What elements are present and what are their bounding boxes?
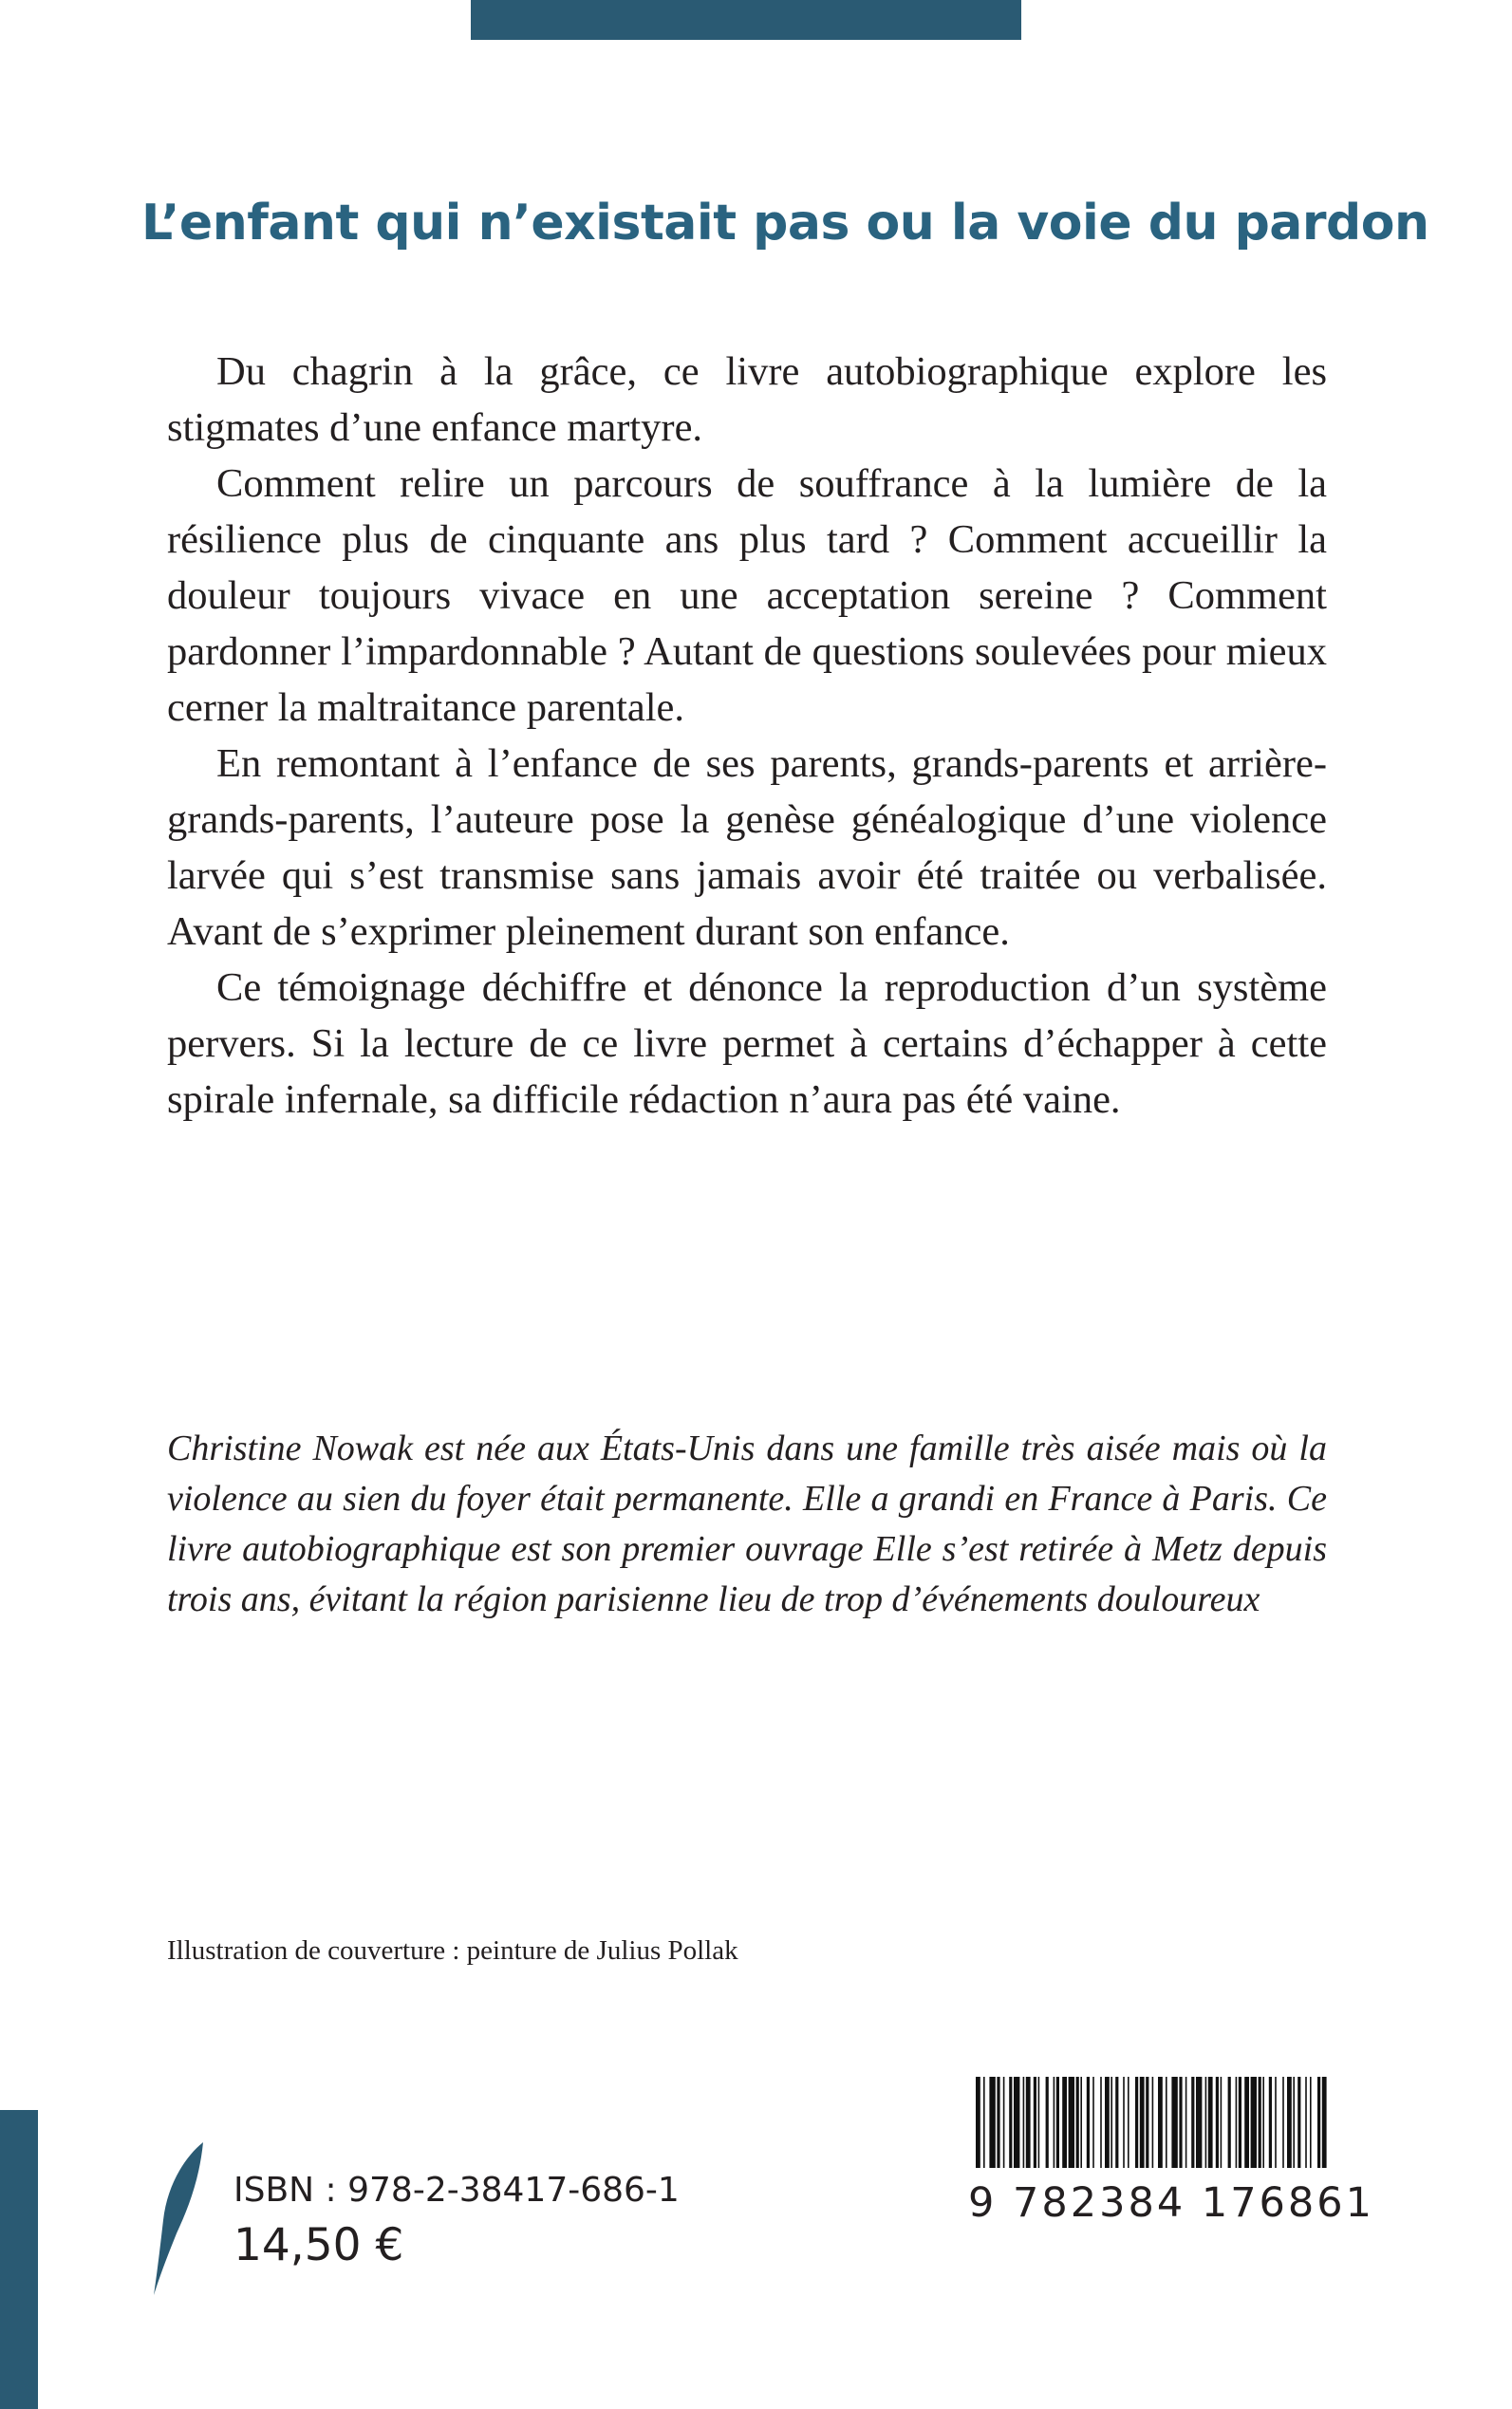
- barcode-bar: [1293, 2077, 1295, 2168]
- barcode-bar: [1236, 2077, 1238, 2168]
- barcode-bar: [1179, 2077, 1182, 2168]
- barcode-bar: [1062, 2077, 1067, 2168]
- barcode-bar: [1003, 2077, 1005, 2168]
- barcode-bar: [1069, 2077, 1074, 2168]
- barcode-bar: [1196, 2077, 1202, 2168]
- synopsis-paragraph: En remontant à l’enfance de ses parents, grands-parents et arrière-grands-parents, l’auteure pose la genèse généalogique d’une violence larvée qui s’est transmise sans jamais avoir été traitée ou verbalisée. Avant de s’exprimer pleinement durant son enfance.: [167, 741, 1327, 954]
- barcode-bar: [1244, 2077, 1249, 2168]
- barcode-bar: [1171, 2077, 1177, 2168]
- isbn: ISBN : 978-2-38417-686-1: [233, 2171, 680, 2210]
- barcode-bar: [1310, 2077, 1312, 2168]
- feather-icon: [152, 2140, 207, 2297]
- barcode-bar: [997, 2077, 999, 2168]
- barcode-bar: [1009, 2077, 1012, 2168]
- barcode-bar: [1282, 2077, 1284, 2168]
- barcode-bar: [1140, 2077, 1145, 2168]
- barcode-bar: [1158, 2077, 1163, 2168]
- price: 14,50 €: [233, 2219, 404, 2271]
- barcode-bar: [1034, 2077, 1036, 2168]
- barcode-bar: [1092, 2077, 1094, 2168]
- barcode-bar: [1269, 2077, 1272, 2168]
- barcode-bar: [1228, 2077, 1231, 2168]
- barcode-number: 9 782384 176861: [968, 2179, 1374, 2227]
- barcode-bar: [1087, 2077, 1090, 2168]
- barcode-bar: [1100, 2077, 1102, 2168]
- barcode-bar: [1262, 2077, 1264, 2168]
- barcode: [968, 2077, 1374, 2409]
- barcode-bar: [1135, 2077, 1138, 2168]
- book-title: L’enfant qui n’existait pas ou la voie du pardon: [141, 195, 1429, 252]
- barcode-bar: [1216, 2077, 1219, 2168]
- author-bio: Christine Nowak est née aux États-Unis dans une famille très aisée mais où la violence au sien du foyer était permanente. Elle a grandi en France à Paris. Ce livre autobiographique est son premier ouvrage Elle s’est retirée à Metz depuis trois ans, évitant la région parisienne lieu de trop d’événements douloureux: [167, 1429, 1327, 1619]
- barcode-bar: [1128, 2077, 1129, 2168]
- top-accent-band: [471, 0, 1021, 40]
- barcode-bar: [1191, 2077, 1194, 2168]
- barcode-bar: [1076, 2077, 1079, 2168]
- barcode-bar: [1287, 2077, 1292, 2168]
- barcode-bar: [976, 2077, 980, 2168]
- barcode-bar: [1317, 2077, 1320, 2168]
- barcode-bar: [1166, 2077, 1167, 2168]
- barcode-bar: [1080, 2077, 1082, 2168]
- barcode-bar: [1014, 2077, 1019, 2168]
- barcode-bar: [1115, 2077, 1118, 2168]
- barcode-bar: [1322, 2077, 1327, 2168]
- barcode-bar: [1123, 2077, 1125, 2168]
- barcode-bar: [1056, 2077, 1059, 2168]
- barcode-bar: [1259, 2077, 1261, 2168]
- barcode-bar: [1111, 2077, 1112, 2168]
- barcode-bar: [1026, 2077, 1031, 2168]
- barcode-bar: [1046, 2077, 1049, 2168]
- barcode-bar: [1023, 2077, 1025, 2168]
- barcode-bar: [983, 2077, 985, 2168]
- barcode-bar: [1205, 2077, 1207, 2168]
- barcode-bar: [1054, 2077, 1055, 2168]
- barcode-bar: [1297, 2077, 1300, 2168]
- barcode-bar: [1185, 2077, 1187, 2168]
- barcode-bar: [1152, 2077, 1154, 2168]
- side-accent-band: [0, 2110, 38, 2409]
- synopsis-paragraph: Du chagrin à la grâce, ce livre autobiographique explore les stigmates d’une enfance martyre.: [167, 349, 1327, 450]
- barcode-bar: [1038, 2077, 1040, 2168]
- barcode-bar: [1275, 2077, 1277, 2168]
- synopsis: [167, 344, 1327, 1128]
- barcode-bar: [1239, 2077, 1241, 2168]
- barcode-bar: [1221, 2077, 1223, 2168]
- barcode-bar: [1208, 2077, 1213, 2168]
- barcode-bar: [1251, 2077, 1257, 2168]
- barcode-bar: [1105, 2077, 1110, 2168]
- barcode-bar: [1146, 2077, 1148, 2168]
- synopsis-paragraph: Comment relire un parcours de souffrance à la lumière de la résilience plus de cinquante ans plus tard ? Comment accueillir la douleur toujours vivace en une acceptation sereine ? Comment pardonner l’impardonnable ? Autant de questions soulevées pour mieux cerner la maltraitance parentale.: [167, 461, 1327, 730]
- barcode-bar: [989, 2077, 995, 2168]
- illustration-credit: Illustration de couverture : peinture de Julius Pollak: [167, 1935, 738, 1966]
- barcode-bar: [1305, 2077, 1307, 2168]
- synopsis-paragraph: Ce témoignage déchiffre et dénonce la reproduction d’un système pervers. Si la lecture de ce livre permet à certains d’échapper à cette spirale infernale, sa difficile rédaction n’aura pas été vaine.: [167, 965, 1327, 1122]
